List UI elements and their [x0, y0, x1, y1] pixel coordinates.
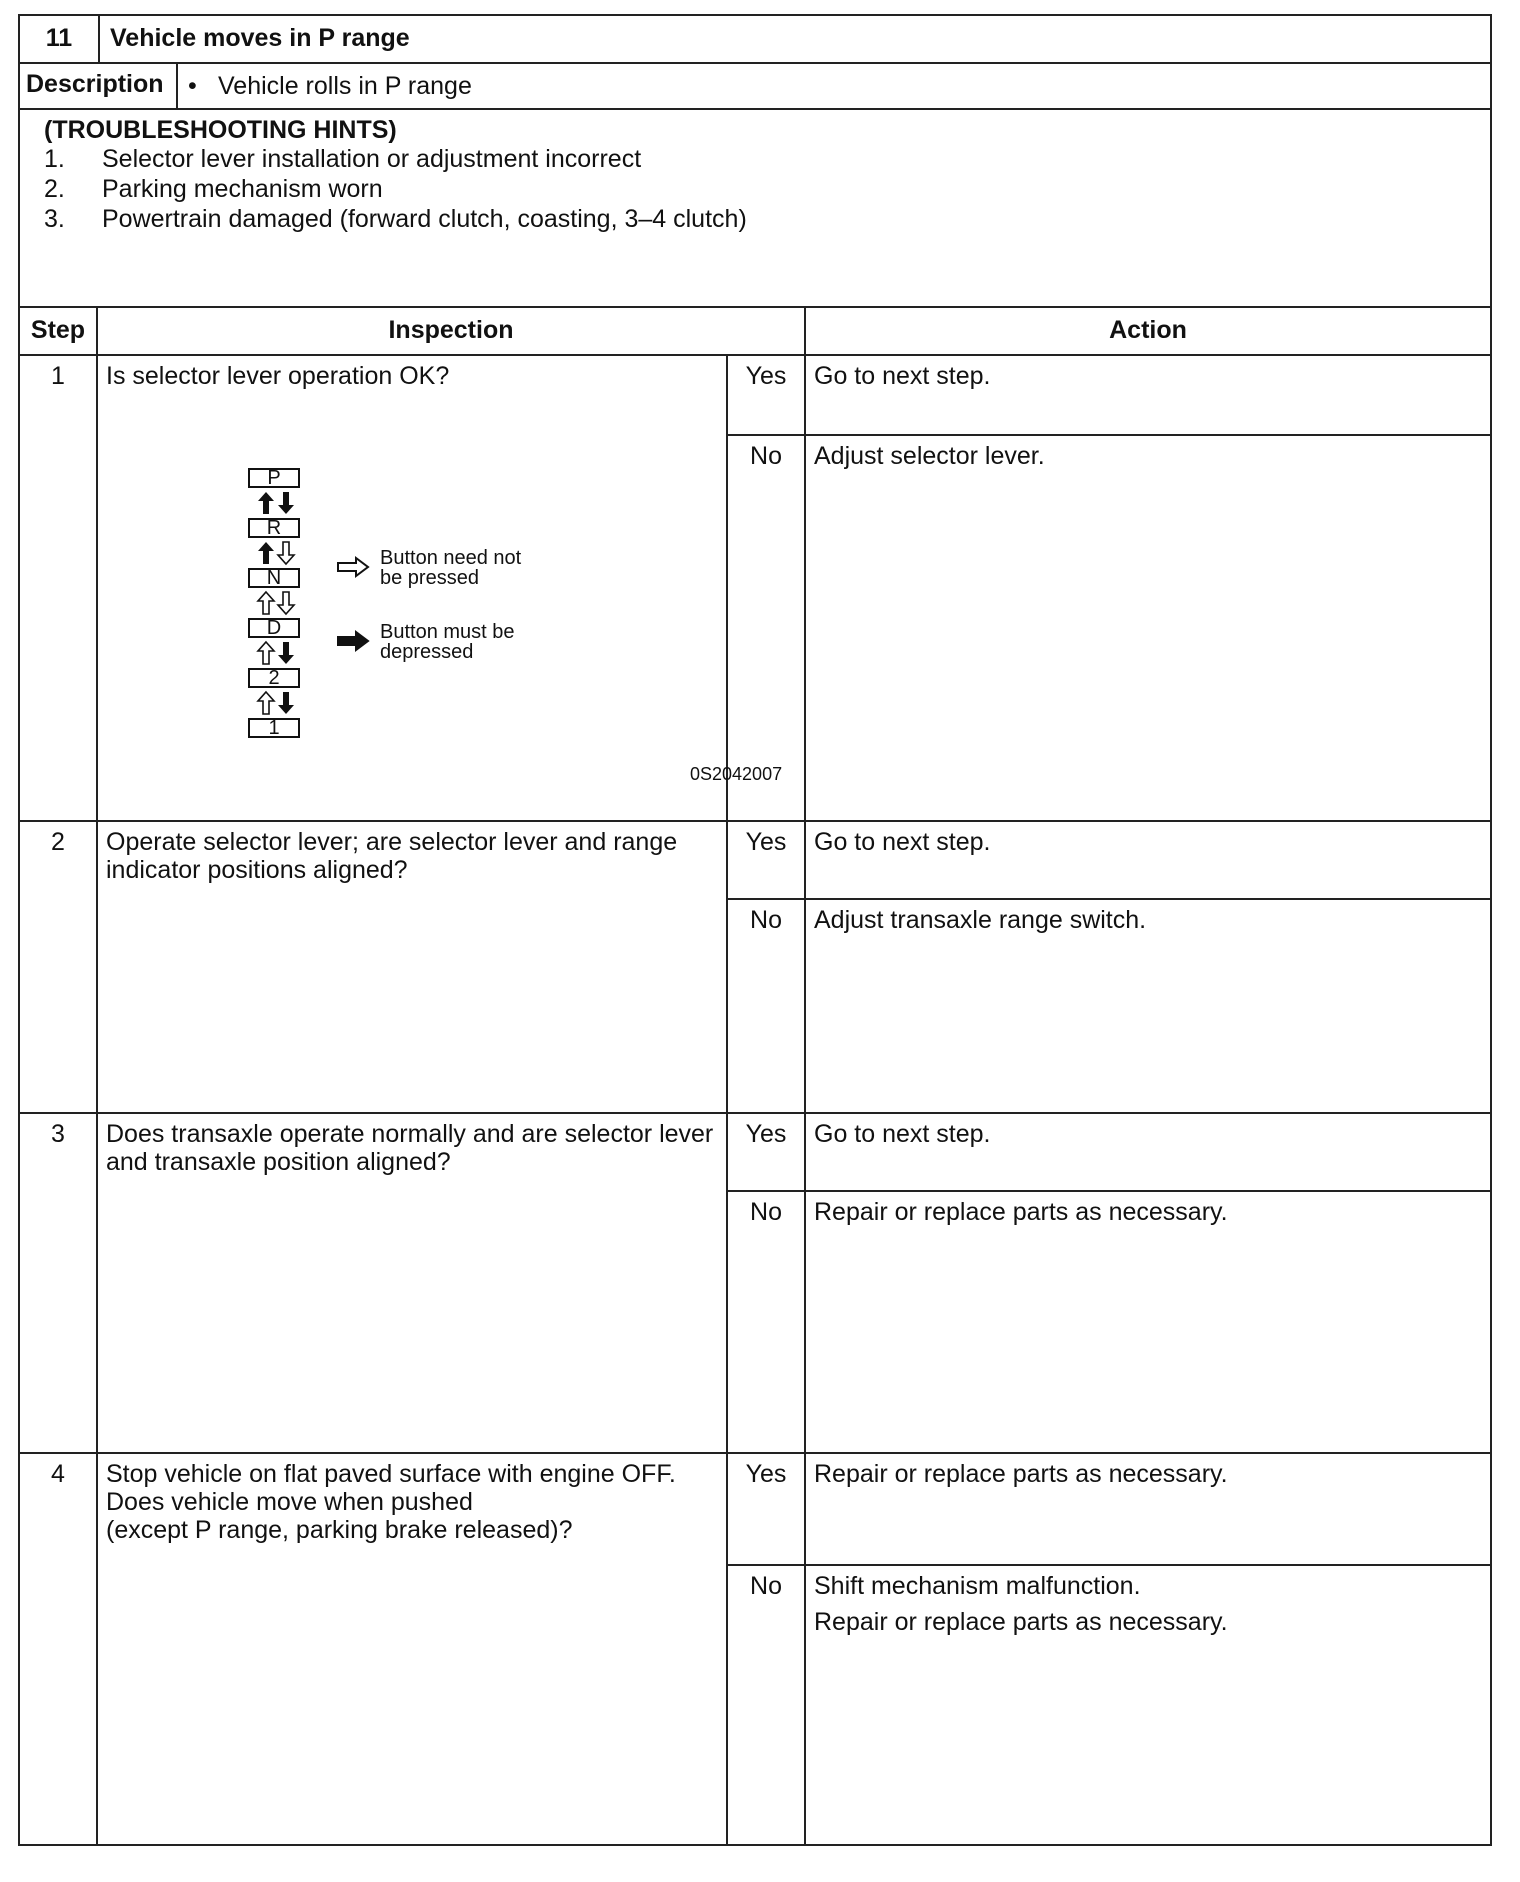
step-row-2 [20, 822, 1490, 1114]
header-row [20, 16, 1490, 64]
inspection-text: Is selector lever operation OK? [106, 362, 450, 390]
description-text [178, 64, 1490, 108]
yes-label: Yes [728, 356, 804, 436]
action-column [806, 1114, 1490, 1452]
selector-lever-diagram [248, 467, 783, 784]
hints-list [44, 144, 1466, 234]
step-number: 2 [20, 822, 98, 1112]
gear-box-2: 2 [248, 668, 300, 688]
shift-arrows-open-filled [256, 690, 296, 716]
no-action: Adjust transaxle range switch. [814, 906, 1147, 934]
yes-label: Yes [728, 1114, 804, 1192]
inspection-text: Operate selector lever; are selector lever and range indicator positions aligned? [98, 822, 728, 1112]
hint-number: 2. [44, 175, 65, 203]
action-column [806, 822, 1490, 1112]
troubleshooting-table [18, 14, 1492, 1846]
step-row-3 [20, 1114, 1490, 1454]
no-action-line-2: Repair or replace parts as necessary. [814, 1608, 1228, 1636]
yes-action: Go to next step. [806, 356, 1490, 436]
shift-arrows-filled-open [256, 540, 296, 566]
action-column [806, 1454, 1490, 1844]
hint-text: Selector lever installation or adjustment incorrect [102, 145, 642, 173]
no-action [806, 1566, 1490, 1844]
no-label: No [750, 1572, 782, 1600]
yes-no-column [728, 1454, 806, 1844]
no-label: No [750, 1198, 782, 1226]
gear-box-p: P [248, 468, 300, 488]
troubleshooting-hints [20, 110, 1490, 308]
inspection-text: Stop vehicle on flat paved surface with engine OFF. Does vehicle move when pushed (except P range, parking brake released)? [98, 1454, 728, 1844]
yes-no-column [728, 356, 806, 820]
yes-label: Yes [728, 1454, 804, 1566]
step-column-header: Step [20, 308, 98, 354]
filled-arrow-icon [336, 630, 370, 652]
no-action: Repair or replace parts as necessary. [814, 1198, 1228, 1226]
hint-item [44, 204, 1466, 234]
yes-no-column [728, 1114, 806, 1452]
inspection-text: Does transaxle operate normally and are selector lever and transaxle position aligned? [98, 1114, 728, 1452]
step-number: 1 [20, 356, 98, 820]
no-action-line-1: Shift mechanism malfunction. [814, 1572, 1141, 1600]
column-header-row [20, 308, 1490, 356]
description-row [20, 64, 1490, 110]
legend-filled-text: Button must be depressed [380, 621, 515, 663]
step-row-4 [20, 1454, 1490, 1844]
no-label: No [750, 442, 782, 470]
no-label: No [750, 906, 782, 934]
section-number: 11 [20, 16, 100, 62]
hint-number: 3. [44, 205, 65, 233]
description-label: Description [20, 64, 178, 108]
shift-arrows-open-open [256, 590, 296, 616]
no-action: Adjust selector lever. [814, 442, 1045, 470]
hint-item [44, 174, 1466, 204]
description-value: Vehicle rolls in P range [218, 72, 472, 100]
action-column-header: Action [1109, 316, 1187, 344]
inspection-column-header: Inspection [98, 308, 806, 354]
yes-action: Go to next step. [806, 822, 1490, 900]
legend-open-text: Button need not be pressed [380, 547, 522, 589]
gear-box-1: 1 [248, 718, 300, 738]
hint-number: 1. [44, 145, 65, 173]
bullet: • [188, 72, 197, 100]
yes-action: Repair or replace parts as necessary. [806, 1454, 1490, 1566]
step-number: 3 [20, 1114, 98, 1452]
shift-arrows-open-filled [256, 640, 296, 666]
yes-no-column [728, 822, 806, 1112]
gear-box-n: N [248, 568, 300, 588]
hint-text: Powertrain damaged (forward clutch, coasting, 3–4 clutch) [102, 205, 747, 233]
yes-label: Yes [728, 822, 804, 900]
hint-item [44, 144, 1466, 174]
gear-box-d: D [248, 618, 300, 638]
gear-box-r: R [248, 518, 300, 538]
figure-code: 0S2042007 [690, 764, 783, 784]
yes-action: Go to next step. [806, 1114, 1490, 1192]
step-number: 4 [20, 1454, 98, 1844]
step-row-1 [20, 356, 1490, 822]
open-arrow-icon [336, 556, 370, 578]
hint-text: Parking mechanism worn [102, 175, 383, 203]
section-title: Vehicle moves in P range [110, 24, 410, 52]
action-column [806, 356, 1490, 820]
shift-arrows-filled-filled [256, 490, 296, 516]
hints-heading: (TROUBLESHOOTING HINTS) [44, 116, 397, 144]
